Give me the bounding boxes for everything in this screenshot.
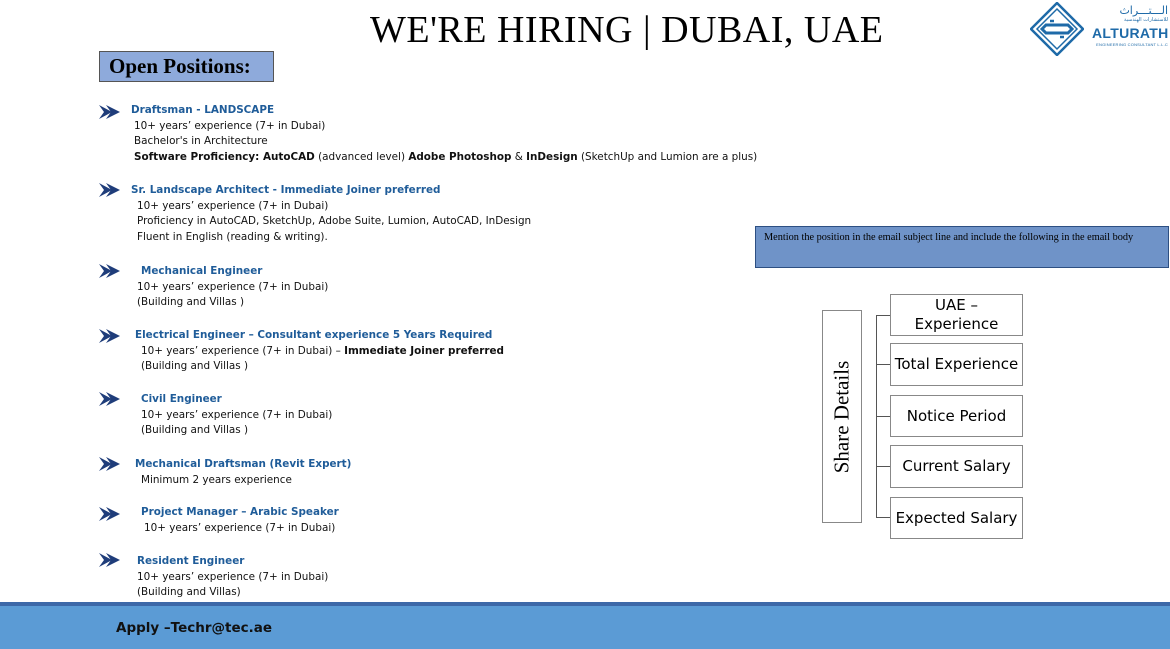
apply-email[interactable]: Apply –Techr@tec.ae <box>116 620 273 636</box>
detail-expected-salary: Expected Salary <box>890 497 1023 539</box>
detail-text-part: Adobe Photoshop <box>408 150 512 163</box>
position-title: Electrical Engineer – Consultant experience 5 Years Required <box>135 329 493 341</box>
detail-text-part: (SketchUp and Lumion are a plus) <box>577 150 758 163</box>
position-item <box>131 183 531 245</box>
connector-branch <box>876 315 890 316</box>
detail-total-experience: Total Experience <box>890 343 1023 386</box>
position-detail-line: Bachelor's in Architecture <box>134 135 268 148</box>
detail-current-salary: Current Salary <box>890 445 1023 488</box>
position-item <box>141 392 332 439</box>
position-title: Mechanical Engineer <box>141 265 263 277</box>
position-title: Sr. Landscape Architect - Immediate Joiner preferred <box>131 184 441 196</box>
detail-text-part: (advanced level) <box>314 150 409 163</box>
detail-text-part: & <box>511 150 527 163</box>
bullet-arrow-icon <box>99 552 121 568</box>
bullet-arrow-icon <box>99 328 121 344</box>
connector-branch <box>876 416 890 417</box>
detail-text-part: Immediate Joiner preferred <box>344 344 504 357</box>
logo-name: ALTURATH <box>1092 25 1169 41</box>
bullet-arrow-icon <box>99 104 121 120</box>
logo-arabic-text: الـــتـــراث <box>1119 4 1168 17</box>
detail-text-part: Software Proficiency: <box>134 150 263 163</box>
position-detail-line: 10+ years’ experience (7+ in Dubai) <box>137 199 329 212</box>
connector-branch <box>876 517 890 518</box>
detail-text-part: AutoCAD <box>262 150 315 163</box>
position-detail-line: (Building and Villas) <box>137 586 241 599</box>
position-title: Resident Engineer <box>137 555 245 567</box>
page-title: WE'RE HIRING | DUBAI, UAE <box>370 9 884 51</box>
position-item <box>137 264 329 311</box>
position-item <box>131 103 757 165</box>
connector-branch <box>876 364 890 365</box>
position-title: Project Manager – Arabic Speaker <box>141 506 339 518</box>
bullet-arrow-icon <box>99 391 121 407</box>
position-detail-line: Minimum 2 years experience <box>141 473 292 486</box>
logo-mark-icon <box>1030 2 1084 56</box>
open-positions-heading: Open Positions: <box>99 51 274 82</box>
detail-uae-experience: UAE – Experience <box>890 294 1023 336</box>
bullet-arrow-icon <box>99 506 121 522</box>
position-detail-line: (Building and Villas ) <box>137 296 245 309</box>
detail-text-part: InDesign <box>526 150 578 163</box>
position-detail-line: (Building and Villas ) <box>141 424 249 437</box>
bullet-arrow-icon <box>99 263 121 279</box>
position-item <box>135 457 351 488</box>
logo-subtitle: ENGINEERING CONSULTANT L.L.C <box>1096 42 1168 47</box>
position-detail-line: 10+ years’ experience (7+ in Dubai) <box>134 119 326 132</box>
position-detail-line <box>134 150 757 166</box>
position-detail-line: Proficiency in AutoCAD, SketchUp, Adobe Suite, Lumion, AutoCAD, InDesign <box>137 215 532 228</box>
connector-branch <box>876 466 890 467</box>
position-item <box>135 328 504 375</box>
company-logo <box>1030 2 1170 58</box>
position-detail-line: 10+ years’ experience (7+ in Dubai) <box>141 408 333 421</box>
position-detail-line: 10+ years’ experience (7+ in Dubai) <box>144 521 336 534</box>
bullet-arrow-icon <box>99 456 121 472</box>
position-title: Mechanical Draftsman (Revit Expert) <box>135 458 352 470</box>
detail-text-part: 10+ years’ experience (7+ in Dubai) – <box>141 344 345 357</box>
share-details-label: Share Details <box>829 360 854 473</box>
position-item <box>137 554 328 601</box>
position-detail-line: (Building and Villas ) <box>141 360 249 373</box>
position-detail-line: 10+ years’ experience (7+ in Dubai) <box>137 280 329 293</box>
detail-notice-period: Notice Period <box>890 395 1023 437</box>
logo-arabic-subtext: للاستشارات الهندسية <box>1123 17 1168 23</box>
email-instructions-box: Mention the position in the email subject line and include the following in the email body <box>755 226 1169 268</box>
share-details-label-wrap <box>822 310 862 523</box>
position-detail-line: 10+ years’ experience (7+ in Dubai) <box>137 570 329 583</box>
position-detail-line <box>141 344 504 360</box>
position-detail-line: Fluent in English (reading & writing). <box>137 230 328 243</box>
position-item <box>141 505 339 536</box>
position-title: Draftsman - LANDSCAPE <box>131 104 275 116</box>
bullet-arrow-icon <box>99 182 121 198</box>
position-title: Civil Engineer <box>141 393 222 405</box>
